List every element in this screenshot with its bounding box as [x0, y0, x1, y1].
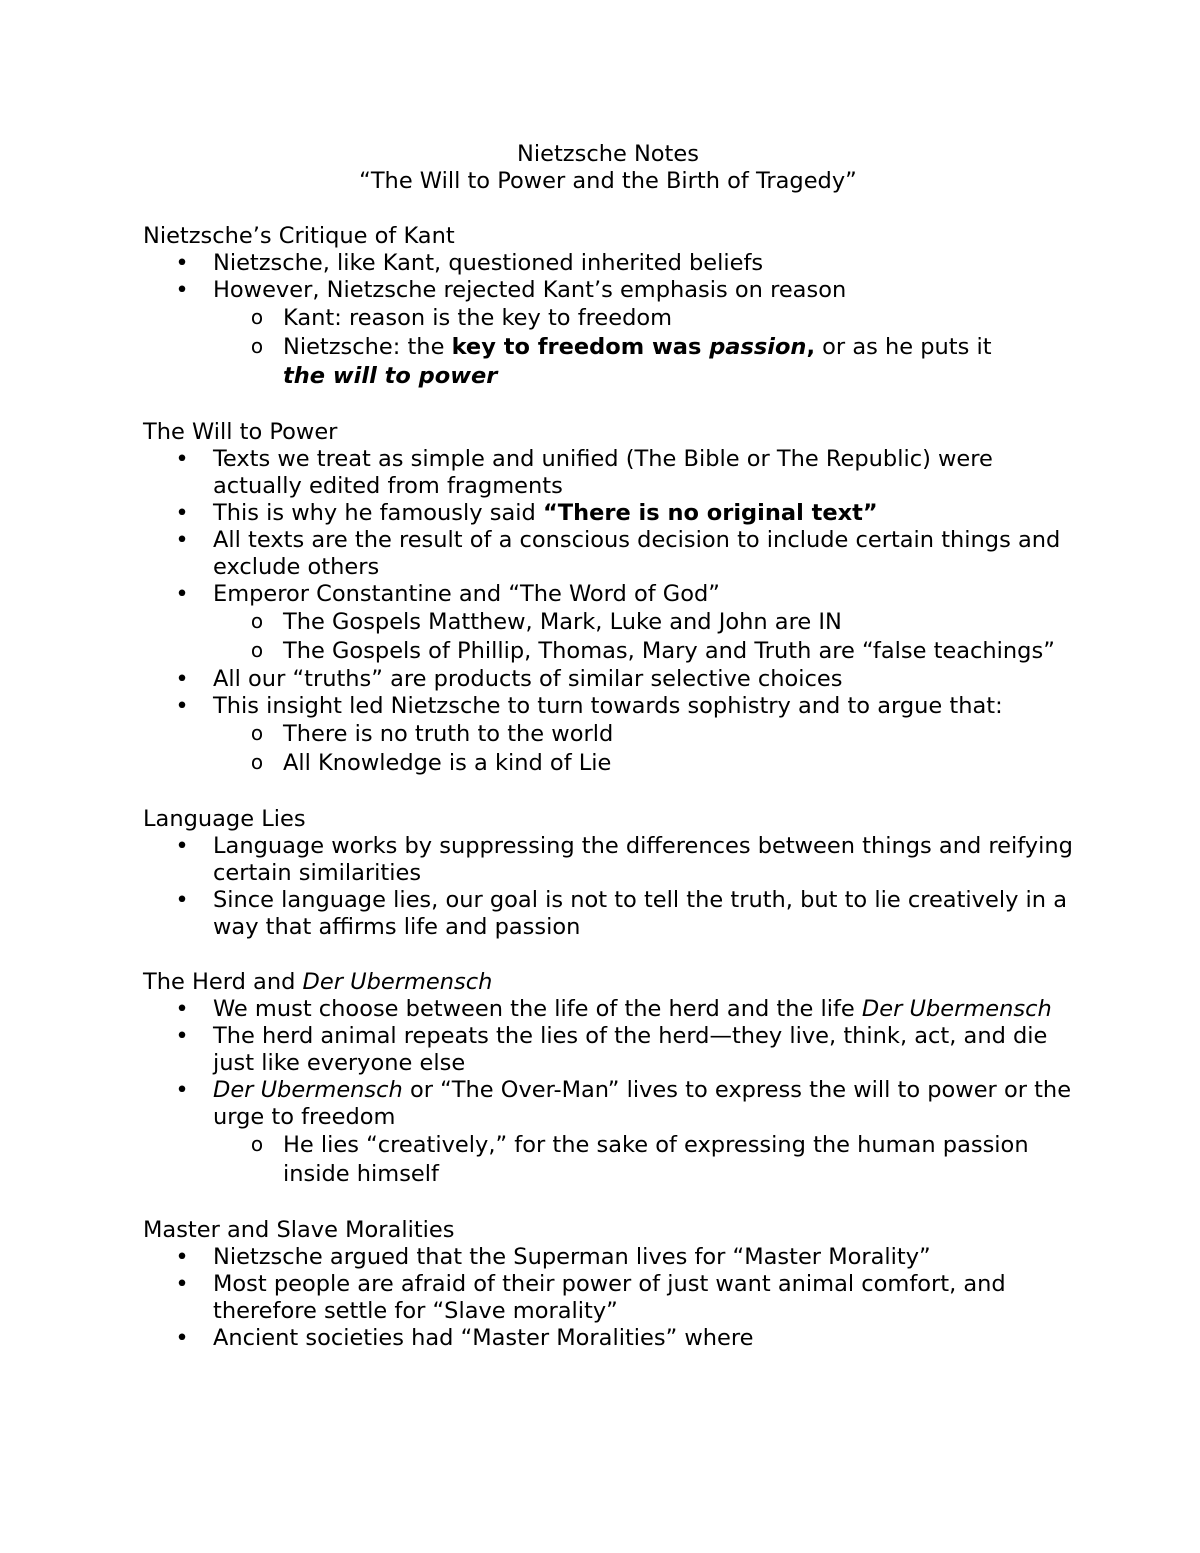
- list-item: [143, 887, 1073, 941]
- circle-bullet-icon: o: [250, 638, 264, 662]
- sub-list-item: [143, 304, 1073, 333]
- list-item: [143, 833, 1073, 887]
- list-item: [143, 446, 1073, 500]
- sub-list-item-text: The Gospels of Phillip, Thomas, Mary and Truth are “false teachings”: [283, 638, 1055, 664]
- circle-bullet-icon: o: [250, 609, 264, 633]
- list-item: [143, 1325, 1073, 1352]
- bullet-icon: •: [175, 527, 189, 553]
- list-item-text: Nietzsche, like Kant, questioned inherited beliefs: [213, 250, 764, 276]
- bullet-icon: •: [175, 446, 189, 472]
- bullet-icon: •: [175, 666, 189, 692]
- list-item: [143, 1271, 1073, 1325]
- document-page: [143, 141, 1073, 1352]
- section-critique-of-kant: [143, 223, 1073, 391]
- list-item: [143, 581, 1073, 666]
- circle-bullet-icon: o: [250, 1132, 264, 1156]
- bullet-icon: •: [175, 833, 189, 859]
- bold-italic-text: the will to power: [283, 363, 498, 389]
- bullet-list: [143, 446, 1073, 778]
- spacer: [143, 195, 1073, 223]
- circle-bullet-icon: o: [250, 721, 264, 745]
- document-title: Nietzsche Notes: [517, 141, 699, 167]
- list-item-text: The herd animal repeats the lies of the herd—they live, think, act, and die just like everyone else: [213, 1023, 1048, 1076]
- list-item: [143, 1077, 1073, 1189]
- list-item-text: Emperor Constantine and “The Word of God”: [213, 581, 720, 607]
- list-item-text: Nietzsche argued that the Superman lives for “Master Morality”: [213, 1244, 931, 1270]
- list-item: [143, 1023, 1073, 1077]
- italic-text: Der Ubermensch: [213, 1077, 403, 1103]
- bullet-icon: •: [175, 1271, 189, 1297]
- bullet-icon: •: [175, 277, 189, 303]
- heading-italic-text: Der Ubermensch: [302, 969, 493, 995]
- section-heading: Language Lies: [143, 806, 306, 832]
- sub-list-item-text: The Gospels Matthew, Mark, Luke and John are IN: [283, 609, 842, 635]
- list-item: [143, 277, 1073, 391]
- spacer: [143, 778, 1073, 806]
- circle-bullet-icon: o: [250, 334, 264, 358]
- bullet-icon: •: [175, 581, 189, 607]
- bullet-icon: •: [175, 1325, 189, 1351]
- bullet-icon: •: [175, 1077, 189, 1103]
- section-language-lies: [143, 806, 1073, 941]
- list-item: [143, 500, 1073, 527]
- circle-bullet-icon: o: [250, 750, 264, 774]
- list-item-text: All our “truths” are products of similar selective choices: [213, 666, 843, 692]
- italic-text: Der Ubermensch: [861, 996, 1052, 1022]
- spacer: [143, 941, 1073, 969]
- list-item: [143, 527, 1073, 581]
- bullet-icon: •: [175, 1023, 189, 1049]
- bold-quote: “There is no original text”: [542, 500, 878, 526]
- list-item-text: We must choose between the life of the herd and the life: [213, 996, 862, 1022]
- section-heading: Nietzsche’s Critique of Kant: [143, 223, 455, 249]
- list-item: [143, 666, 1073, 693]
- bullet-icon: •: [175, 250, 189, 276]
- document-subtitle: “The Will to Power and the Birth of Tragedy”: [359, 168, 857, 194]
- sub-list-item-text: There is no truth to the world: [283, 721, 614, 747]
- bold-text: key to freedom was: [451, 334, 710, 360]
- sub-list-item-text: All Knowledge is a kind of Lie: [283, 750, 612, 776]
- spacer: [143, 1189, 1073, 1217]
- list-item-text: This is why he famously said: [213, 500, 543, 526]
- sub-bullet-list: [143, 608, 1073, 666]
- sub-bullet-list: [143, 1131, 1073, 1189]
- sub-list-item-text: Nietzsche: the: [283, 334, 452, 360]
- list-item: [143, 1244, 1073, 1271]
- section-heading: The Will to Power: [143, 419, 338, 445]
- list-item-text: Ancient societies had “Master Moralities” where: [213, 1325, 754, 1351]
- list-item-text: Language works by suppressing the differences between things and reifying certain similarities: [213, 833, 1073, 886]
- sub-list-item: [143, 720, 1073, 749]
- spacer: [143, 391, 1073, 419]
- list-item-text: However, Nietzsche rejected Kant’s emphasis on reason: [213, 277, 847, 303]
- sub-list-item: [143, 1131, 1073, 1189]
- heading-text: The Herd and: [143, 969, 303, 995]
- sub-list-item-text: Kant: reason is the key to freedom: [283, 305, 673, 331]
- sub-bullet-list: [143, 304, 1073, 391]
- bullet-list: [143, 996, 1073, 1189]
- bold-text: ,: [806, 334, 816, 360]
- list-item: [143, 996, 1073, 1023]
- sub-list-item-text: He lies “creatively,” for the sake of expressing the human passion inside himself: [283, 1132, 1029, 1187]
- list-item-text: Most people are afraid of their power of just want animal comfort, and therefore settle for “Slave morality”: [213, 1271, 1006, 1324]
- bullet-icon: •: [175, 1244, 189, 1270]
- section-will-to-power: [143, 419, 1073, 778]
- bullet-list: [143, 1244, 1073, 1352]
- list-item-text: Texts we treat as simple and unified (The Bible or The Republic) were actually edited from fragments: [213, 446, 993, 499]
- bullet-list: [143, 250, 1073, 391]
- bullet-icon: •: [175, 996, 189, 1022]
- bullet-icon: •: [175, 500, 189, 526]
- section-master-slave-moralities: [143, 1217, 1073, 1352]
- section-herd-and-ubermensch: [143, 969, 1073, 1189]
- list-item-text: This insight led Nietzsche to turn towards sophistry and to argue that:: [213, 693, 1003, 719]
- bullet-icon: •: [175, 887, 189, 913]
- sub-list-item: [143, 608, 1073, 637]
- list-item-text: or “The Over-Man” lives to express the will to power or the urge to freedom: [213, 1077, 1072, 1130]
- bullet-icon: •: [175, 693, 189, 719]
- list-item: [143, 693, 1073, 778]
- section-heading: Master and Slave Moralities: [143, 1217, 455, 1243]
- bold-italic-text: passion: [709, 334, 807, 360]
- circle-bullet-icon: o: [250, 305, 264, 329]
- sub-bullet-list: [143, 720, 1073, 778]
- list-item-text: Since language lies, our goal is not to tell the truth, but to lie creatively in a way that affirms life and passion: [213, 887, 1068, 940]
- list-item: [143, 250, 1073, 277]
- list-item-text: All texts are the result of a conscious decision to include certain things and exclude others: [213, 527, 1061, 580]
- bullet-list: [143, 833, 1073, 941]
- section-heading: [143, 969, 1073, 996]
- sub-list-item-text: or as he puts it: [815, 334, 992, 360]
- sub-list-item: [143, 333, 1073, 391]
- sub-list-item: [143, 749, 1073, 778]
- sub-list-item: [143, 637, 1073, 666]
